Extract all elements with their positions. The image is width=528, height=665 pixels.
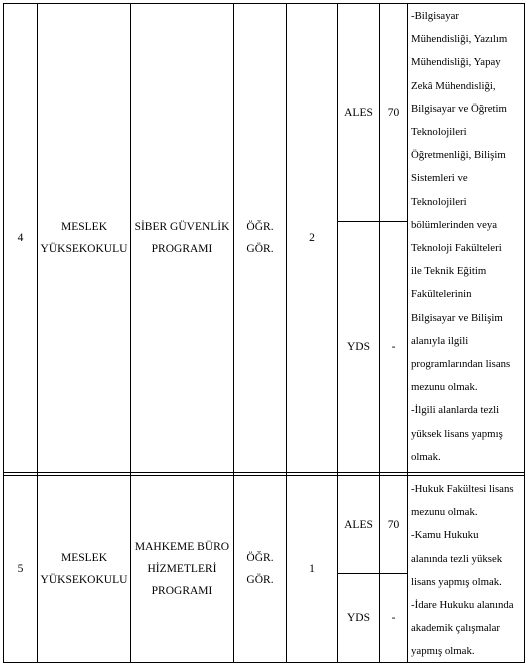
row-divider xyxy=(3,472,525,473)
exam-name-cell xyxy=(338,4,379,221)
row-number-text: 5 xyxy=(17,563,24,575)
exam-score: - xyxy=(391,612,396,624)
program-line: HİZMETLERİ xyxy=(147,563,217,575)
count-text: 2 xyxy=(309,232,315,244)
program-cell xyxy=(131,4,233,472)
row-number-text: 4 xyxy=(17,232,24,244)
title-line: ÖĞR. xyxy=(246,552,274,564)
count-cell xyxy=(287,4,337,472)
exam-score-cell xyxy=(380,476,407,573)
exam-name: YDS xyxy=(346,612,370,624)
unit-cell xyxy=(38,476,130,662)
exam-score-cell xyxy=(380,574,407,662)
exam-name-cell xyxy=(338,476,379,573)
program-line: PROGRAMI xyxy=(151,243,213,255)
exam-score: 70 xyxy=(387,518,400,531)
row-number xyxy=(4,476,37,662)
requirements-text: -Bilgisayar Mühendisliği, Yazılım Mühendisliği, Yapay Zekâ Mühendisliği, Bilgisayar ve Öğretim Teknolojileri Öğretmenliği, Bilişim Sistemleri ve Teknolojileri bölümlerinden veya Teknoloji Fakülteleri ile Teknik Eğitim Fakültelerinin Bilgisayar ve Bilişim alanıyla ilgili programlarından lisans mezunu olmak. -İlgili alanlarda tezli yüksek lisans yapmış olmak. xyxy=(411,10,511,463)
exam-name: ALES xyxy=(344,106,373,119)
program-line: PROGRAMI xyxy=(151,585,213,597)
exam-name: YDS xyxy=(346,341,370,353)
exam-name: ALES xyxy=(344,518,373,531)
unit-line: MESLEK xyxy=(61,552,107,564)
exam-name-cell xyxy=(338,574,379,662)
title-cell xyxy=(234,476,286,662)
count-text: 1 xyxy=(309,563,315,575)
unit-line: YÜKSEKOKULU xyxy=(40,574,128,586)
program-line: SİBER GÜVENLİK xyxy=(134,221,230,233)
unit-line: YÜKSEKOKULU xyxy=(40,243,128,255)
requirements-text: -Hukuk Fakültesi lisans mezunu olmak. -Kamu Hukuku alanında tezli yüksek lisans yapmış olmak. -İdare Hukuku alanında akademik çalışmalar yapmış olmak. xyxy=(411,483,514,658)
unit-cell xyxy=(38,4,130,472)
title-line: GÖR. xyxy=(246,574,274,586)
count-cell xyxy=(287,476,337,662)
exam-name-cell xyxy=(338,222,379,472)
exam-score: 70 xyxy=(387,106,400,119)
title-cell xyxy=(234,4,286,472)
title-line: ÖĞR. xyxy=(246,221,274,233)
exam-score-cell xyxy=(380,222,407,472)
unit-line: MESLEK xyxy=(61,221,107,233)
title-line: GÖR. xyxy=(246,243,274,255)
col-border xyxy=(407,3,408,663)
program-cell xyxy=(131,476,233,662)
exam-score-cell xyxy=(380,4,407,221)
program-line: MAHKEME BÜRO xyxy=(134,541,230,553)
row-number xyxy=(4,4,37,472)
exam-score: - xyxy=(391,341,396,353)
